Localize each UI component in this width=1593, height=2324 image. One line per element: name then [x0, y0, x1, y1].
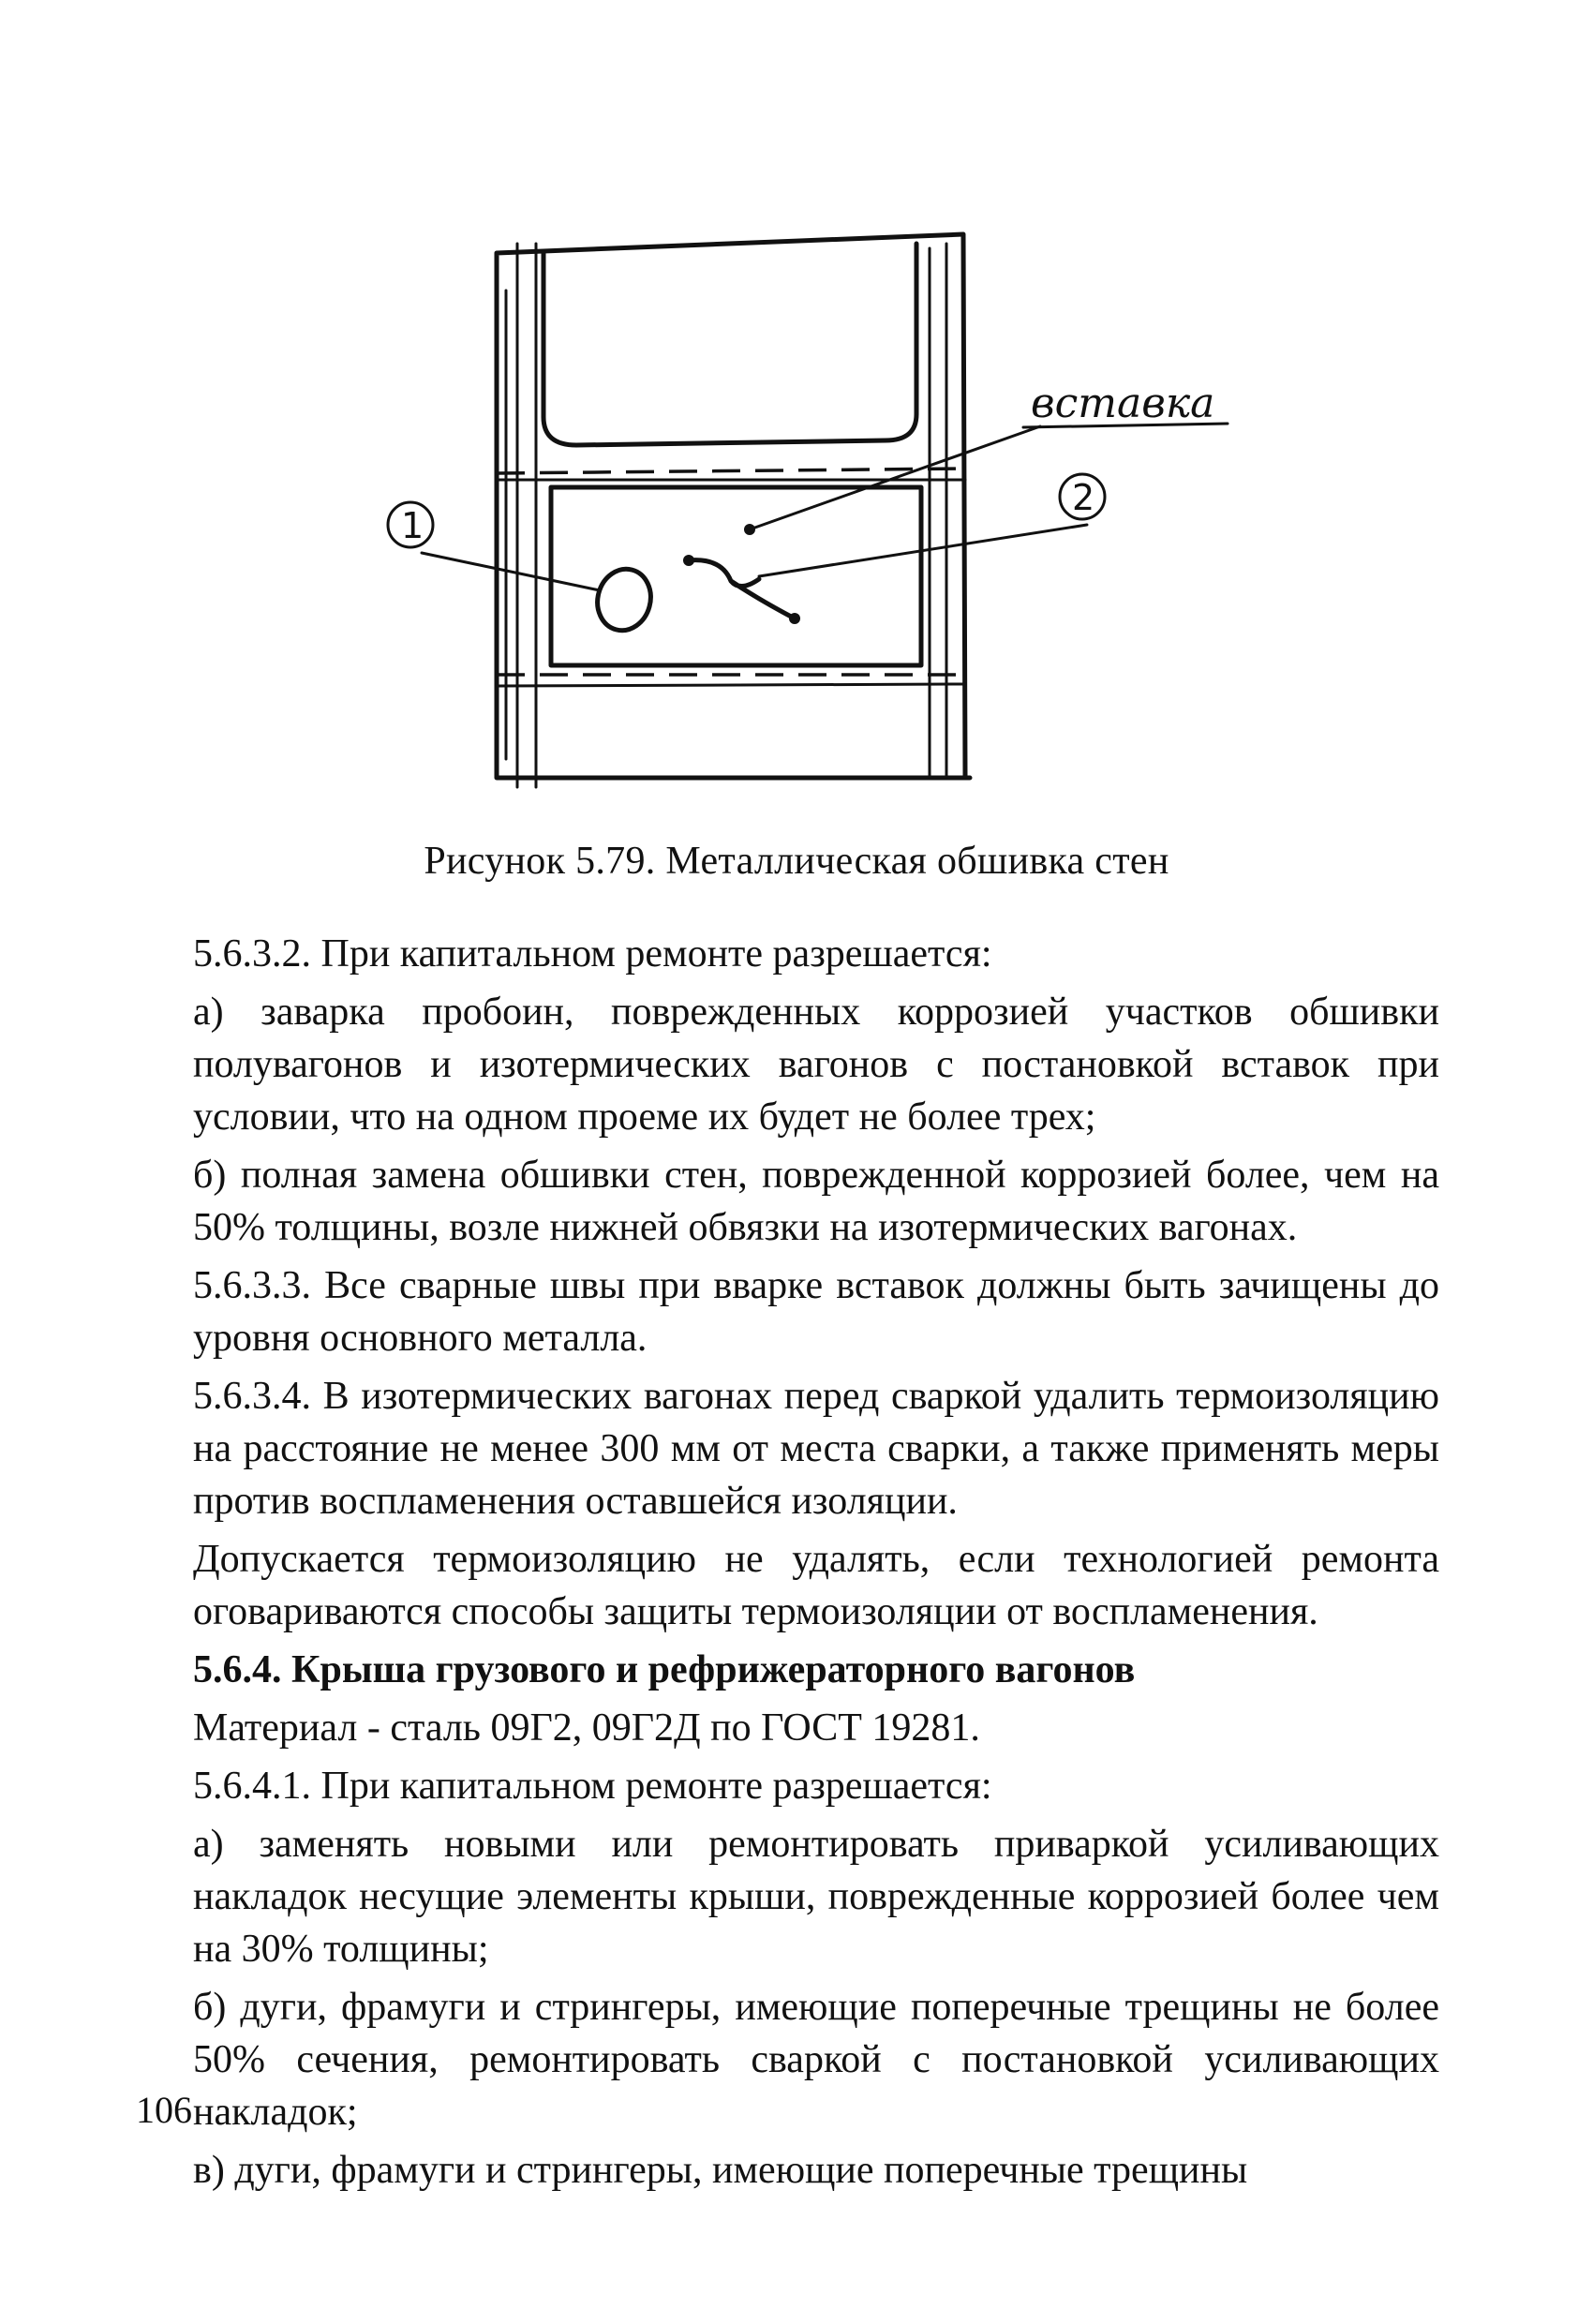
- insert-label: вставка: [1031, 380, 1215, 427]
- upper-seam: [497, 469, 965, 473]
- paragraph: а) заменять новыми или ремонтировать приваркой усиливающих накладок несущие элементы крыши, поврежденные коррозией более чем на 30% толщины;: [193, 1823, 1439, 1971]
- marker-1-number: 1: [401, 505, 424, 546]
- lower-seam-solid: [497, 684, 965, 686]
- paragraph: б) полная замена обшивки стен, поврежденной коррозией более, чем на 50% толщины, возле нижней обвязки на изотермических вагонах.: [193, 1154, 1439, 1249]
- paragraph: Допускается термоизоляцию не удалять, если технологией ремонта оговариваются способы защиты термоизоляции от воспламенения.: [193, 1538, 1439, 1633]
- crack-defect: [689, 560, 795, 618]
- figure-wall-sheathing: [356, 206, 1237, 806]
- frame-outline: [497, 234, 970, 778]
- paragraph: Материал - сталь 09Г2, 09Г2Д по ГОСТ 19281.: [193, 1706, 980, 1750]
- paragraph: 5.6.3.4. В изотермических вагонах перед сваркой удалить термоизоляцию на расстояние не менее 300 мм от места сварки, а также применять меры против воспламенения оставшейся изоляции.: [193, 1375, 1439, 1523]
- upper-window: [543, 244, 916, 445]
- crack-start-dot: [683, 555, 694, 566]
- body-text: [193, 928, 1439, 2202]
- right-post-lines: [930, 244, 946, 778]
- paragraph: 5.6.3.2. При капитальном ремонте разрешается:: [193, 932, 992, 976]
- leader-1: [422, 553, 600, 590]
- paragraph: а) заварка пробоин, поврежденных коррозией участков обшивки полувагонов и изотермических вагонов с постановкой вставок при условии, что на одном проеме их будет не более трех;: [193, 991, 1439, 1139]
- page-number: 106: [136, 2089, 192, 2131]
- section-heading: 5.6.4. Крыша грузового и рефрижераторного вагонов: [193, 1648, 1136, 1691]
- left-post-lines: [506, 244, 536, 787]
- paragraph: б) дуги, фрамуги и стрингеры, имеющие поперечные трещины не более 50% сечения, ремонтировать сваркой с постановкой усиливающих накладок;: [193, 1986, 1439, 2134]
- hole-defect: [590, 563, 657, 636]
- insert-dot: [744, 524, 755, 535]
- marker-2-number: 2: [1072, 477, 1095, 518]
- paragraph: 5.6.3.3. Все сварные швы при вварке вставок должны быть зачищены до уровня основного металла.: [193, 1264, 1439, 1360]
- figure-caption: Рисунок 5.79. Металлическая обшивка стен: [424, 840, 1169, 883]
- paragraph: 5.6.4.1. При капитальном ремонте разрешается:: [193, 1765, 992, 1808]
- crack-end-dot: [789, 613, 800, 624]
- paragraph: в) дуги, фрамуги и стрингеры, имеющие поперечные трещины: [193, 2149, 1248, 2192]
- figure-drawing: [356, 206, 1237, 806]
